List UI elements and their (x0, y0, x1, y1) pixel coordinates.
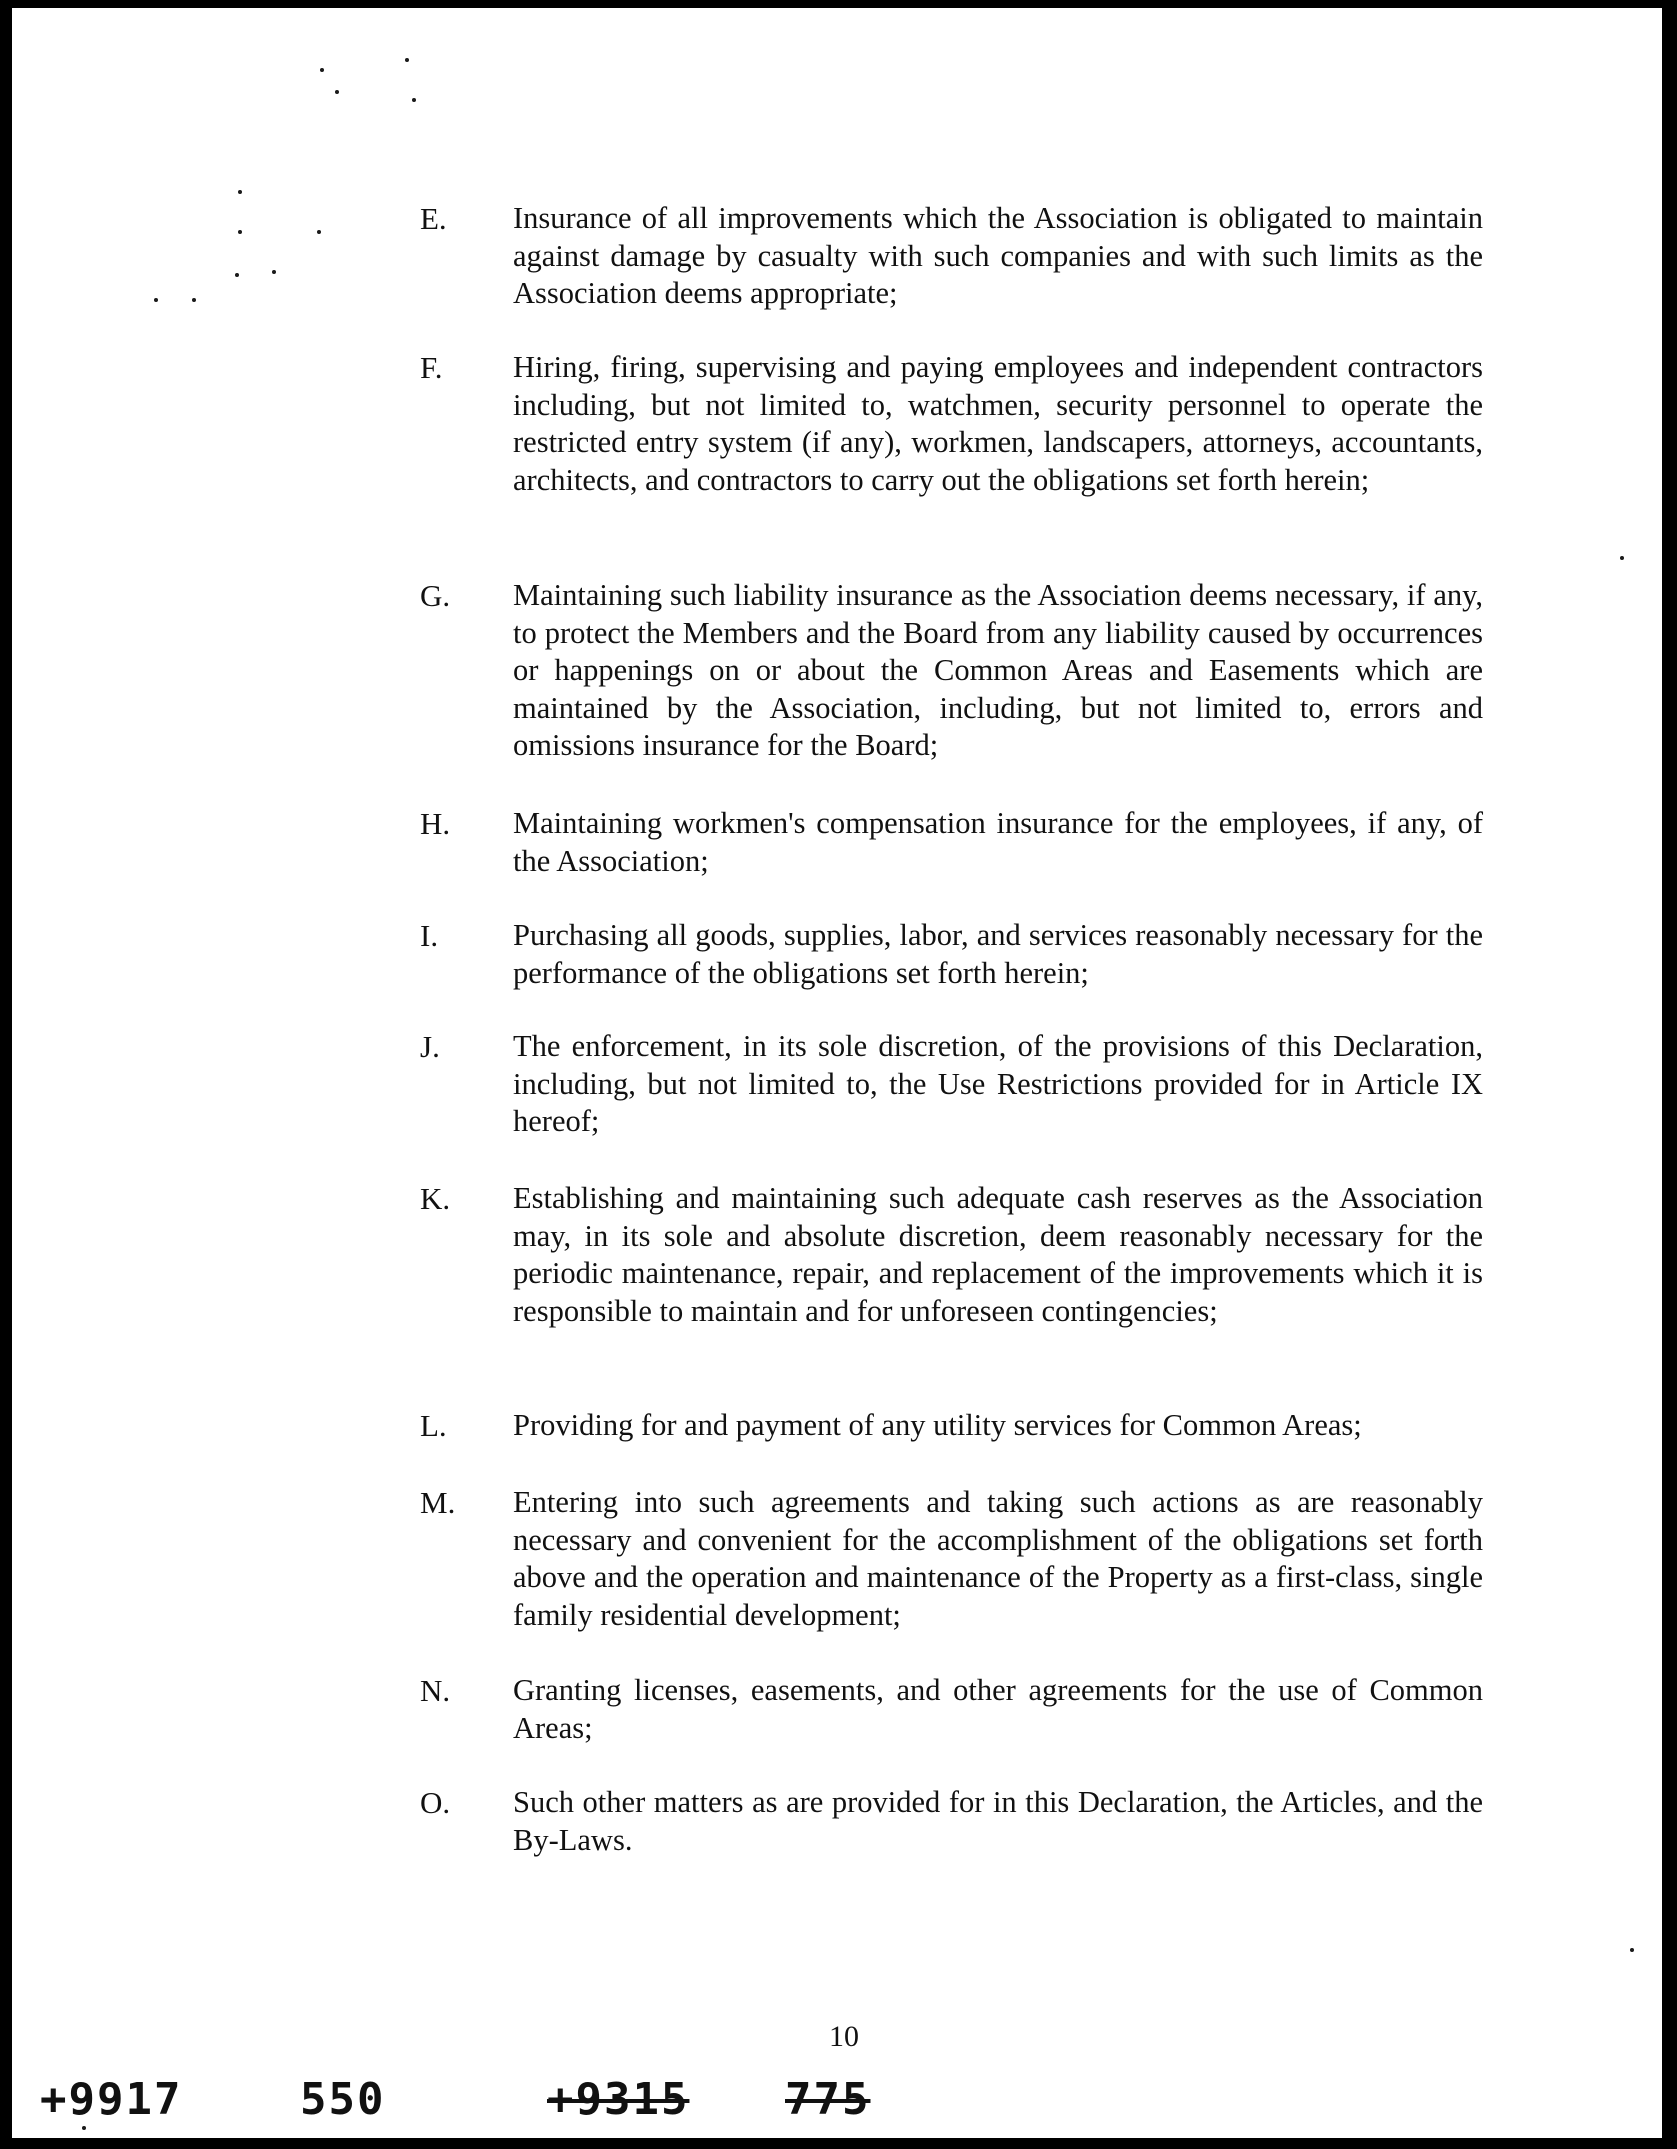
list-item-text: Such other matters as are provided for in this Declaration, the Articles, and the By-Laws. (513, 1785, 1483, 1857)
recording-page-number: 550 (300, 2074, 386, 2125)
list-item-text: The enforcement, in its sole discretion, of the provisions of this Declaration, including, but not limited to, the Use Restrictions provided for in Article IX hereof; (513, 1029, 1483, 1139)
list-item-letter: L. (420, 1408, 447, 1443)
list-item-letter: J. (420, 1029, 440, 1064)
list-item-letter: H. (420, 806, 451, 841)
recording-book-number: +9917 (40, 2074, 183, 2125)
list-item-letter: E. (420, 201, 447, 236)
list-item-text: Granting licenses, easements, and other agreements for the use of Common Areas; (513, 1673, 1483, 1745)
list-item-text: Providing for and payment of any utility services for Common Areas; (513, 1408, 1362, 1442)
scan-speck (235, 273, 239, 277)
scan-speck (1630, 1948, 1634, 1952)
list-item-letter: M. (420, 1485, 456, 1520)
list-item-letter: K. (420, 1181, 451, 1216)
struck-page-number: 775 (785, 2074, 871, 2125)
scan-speck (154, 298, 158, 302)
scan-speck (320, 68, 324, 72)
list-item-letter: O. (420, 1785, 451, 1820)
list-item-text: Maintaining such liability insurance as the Association deems necessary, if any, to protect the Members and the Board from any liability caused by occurrences or happenings on or about the Common Areas and Easements which are maintained by the Association, including, but not limited to, errors and omissions insurance for the Board; (513, 578, 1483, 763)
list-item-text: Entering into such agreements and taking such actions as are reasonably necessary and convenient for the accomplishment of the obligations set forth above and the operation and maintenance of the Property as a first-class, single family residential development; (513, 1485, 1483, 1632)
list-item-text: Purchasing all goods, supplies, labor, and services reasonably necessary for the performance of the obligations set forth herein; (513, 918, 1483, 990)
scan-speck (405, 58, 409, 62)
scan-speck (192, 298, 196, 302)
struck-book-number: +9315 (547, 2074, 690, 2125)
list-item-text: Maintaining workmen's compensation insurance for the employees, if any, of the Association; (513, 806, 1483, 878)
page-number: 10 (829, 2020, 859, 2053)
scan-speck (238, 190, 242, 194)
document-page (12, 8, 1662, 2138)
scan-speck (1620, 556, 1624, 560)
list-item-letter: F. (420, 350, 443, 385)
list-item-letter: N. (420, 1673, 451, 1708)
scan-speck (272, 270, 276, 274)
scan-speck (238, 230, 242, 234)
scan-speck (317, 230, 321, 234)
list-item-letter: I. (420, 918, 439, 953)
list-item-letter: G. (420, 578, 451, 613)
list-item-text: Insurance of all improvements which the Association is obligated to maintain against damage by casualty with such companies and with such limits as the Association deems appropriate; (513, 201, 1483, 311)
list-item-text: Hiring, firing, supervising and paying employees and independent contractors including, but not limited to, watchmen, security personnel to operate the restricted entry system (if any), workmen, landscapers, attorneys, accountants, architects, and contractors to carry out the obligations set forth herein; (513, 350, 1483, 497)
list-item-text: Establishing and maintaining such adequate cash reserves as the Association may, in its sole and absolute discretion, deem reasonably necessary for the periodic maintenance, repair, and replacement of the improvements which it is responsible to maintain and for unforeseen contingencies; (513, 1181, 1483, 1328)
scan-speck (82, 2126, 86, 2130)
scan-speck (335, 90, 339, 94)
scan-speck (412, 98, 416, 102)
